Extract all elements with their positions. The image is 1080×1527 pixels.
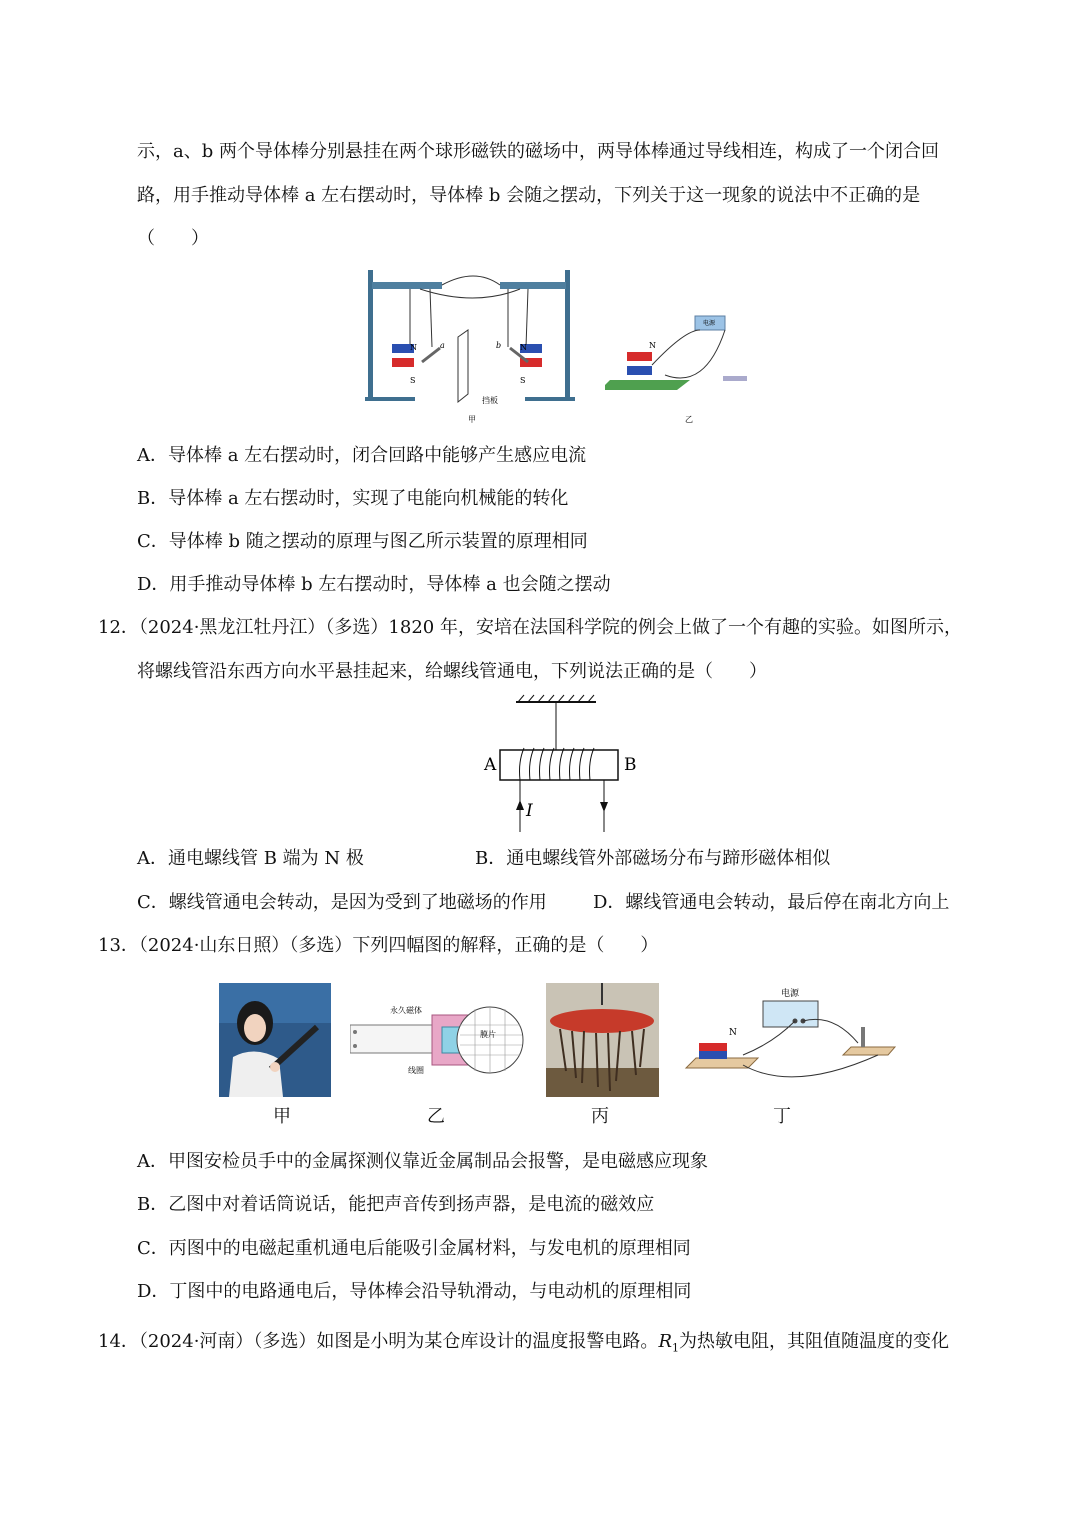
ding-base-left	[686, 1058, 758, 1068]
ding-label-n: N	[729, 1028, 737, 1038]
yi-wire-2	[665, 330, 725, 378]
yi-label-power: 电源	[703, 320, 716, 327]
baffle	[458, 330, 468, 402]
ding-power-box	[763, 1001, 818, 1027]
q11-answer-blank: （ ）	[137, 228, 209, 249]
q14-stem	[98, 1330, 949, 1361]
solenoid-label-a: A	[484, 755, 497, 775]
ding-wire-3	[743, 1055, 878, 1077]
current-label: I	[526, 801, 533, 821]
mic-label-coil: 线圈	[408, 1066, 424, 1075]
current-arrow-up	[516, 800, 524, 810]
label-baffle: 挡板	[482, 396, 498, 405]
q13-option-b: B．乙图中对着话筒说话，能把声音传到扬声器，是电流的磁效应	[137, 1194, 655, 1215]
caption-yi: 乙	[427, 1106, 445, 1127]
current-arrow-down	[600, 802, 608, 812]
label-b: b	[496, 341, 502, 350]
caption-jia: 甲	[468, 415, 476, 424]
solenoid-label-b: B	[624, 755, 637, 775]
label-a: a	[440, 341, 445, 350]
label-s-right: S	[520, 376, 526, 385]
q13-stem: 13．（2024·山东日照）（多选）下列四幅图的解释，正确的是（ ）	[98, 935, 659, 956]
q12-stem-line1: 12．（2024·黑龙江牡丹江）（多选）1820 年，安培在法国科学院的例会上做了一个有趣的实验。如图所示，	[98, 617, 962, 638]
caption-yi: 乙	[685, 415, 693, 424]
q11-figure-jia	[360, 262, 590, 427]
connecting-wire-bottom	[420, 289, 520, 298]
q12-option-b: B．通电螺线管外部磁场分布与蹄形磁体相似	[475, 848, 831, 869]
person-hand	[270, 1062, 280, 1072]
stand-right-arm	[500, 282, 566, 289]
electromagnet-disc	[550, 1009, 654, 1033]
connecting-wire-top	[442, 276, 500, 285]
label-s-left: S	[410, 376, 416, 385]
q11-stem-line2: 路，用手推动导体棒 a 左右摆动时，导体棒 b 会随之摆动，下列关于这一现象的说法中不正确的是	[137, 185, 921, 206]
q13-option-c: C．丙图中的电磁起重机通电后能吸引金属材料，与发电机的原理相同	[137, 1238, 691, 1259]
ding-magnet-blue	[699, 1051, 727, 1059]
q11-option-b: B．导体棒 a 左右摆动时，实现了电能向机械能的转化	[137, 488, 569, 509]
ding-switch	[861, 1027, 865, 1047]
q13-microphone-diagram	[350, 995, 525, 1085]
caption-ding: 丁	[773, 1106, 791, 1127]
rod-a	[422, 348, 440, 362]
q13-circuit-ding	[683, 983, 898, 1097]
yi-magnet-blue	[627, 366, 652, 375]
ding-magnet-red	[699, 1043, 727, 1051]
solenoid-core	[500, 750, 618, 780]
right-rod-wire-2	[526, 289, 528, 347]
q13-photo-bing	[546, 983, 659, 1097]
caption-jia: 甲	[273, 1106, 291, 1127]
q12-option-d: D．螺线管通电会转动，最后停在南北方向上	[593, 892, 950, 913]
photo-ground	[546, 1068, 659, 1097]
left-magnet-red	[392, 358, 414, 367]
q12-stem-line2: 将螺线管沿东西方向水平悬挂起来，给螺线管通电，下列说法正确的是（ ）	[137, 661, 767, 682]
q12-solenoid-figure	[478, 692, 648, 837]
stand-left-arm	[372, 282, 442, 289]
mic-label-magnet: 永久磁体	[390, 1006, 422, 1015]
q13-option-a: A．甲图安检员手中的金属探测仪靠近金属制品会报警，是电磁感应现象	[137, 1151, 708, 1172]
stand-right-pole	[565, 270, 570, 398]
q11-option-d: D．用手推动导体棒 b 左右摆动时，导体棒 a 也会随之摆动	[137, 574, 611, 595]
green-board	[605, 380, 690, 390]
q11-stem-line1: 示，a、b 两个导体棒分别悬挂在两个球形磁铁的磁场中，两导体棒通过导线相连，构成了一个闭合回	[137, 141, 939, 162]
left-rod-wire-2	[430, 289, 432, 347]
label-n-right: N	[520, 343, 527, 352]
q11-figure-yi	[605, 310, 765, 427]
caption-bing: 丙	[591, 1106, 609, 1127]
q13-photo-jia	[219, 983, 331, 1097]
q11-option-a: A．导体棒 a 左右摆动时，闭合回路中能够产生感应电流	[137, 445, 587, 466]
solenoid-coil	[520, 748, 595, 780]
q12-option-c: C．螺线管通电会转动，是因为受到了地磁场的作用	[137, 892, 547, 913]
label-n-left: N	[410, 343, 417, 352]
ceiling-hatch	[518, 695, 594, 702]
ding-base-right	[843, 1047, 895, 1055]
q13-option-d: D．丁图中的电路通电后，导体棒会沿导轨滑动，与电动机的原理相同	[137, 1281, 692, 1302]
q12-option-a: A．通电螺线管 B 端为 N 极	[137, 848, 364, 869]
ding-power-label: 电源	[781, 989, 800, 999]
person-body	[229, 1051, 283, 1097]
yi-switch	[723, 376, 747, 381]
mic-handle	[350, 1025, 435, 1053]
q14-resistor-subscript: 1	[672, 1341, 679, 1355]
q11-option-c: C．导体棒 b 随之摆动的原理与图乙所示装置的原理相同	[137, 531, 588, 552]
q14-resistor-symbol: R	[658, 1331, 672, 1352]
yi-label-n: N	[649, 341, 656, 350]
yi-wire-1	[652, 330, 700, 365]
q14-stem-part1: 14．（2024·河南）（多选）如图是小明为某仓库设计的温度报警电路。	[98, 1331, 659, 1352]
stand-left-pole	[368, 270, 373, 398]
person-face	[244, 1014, 266, 1042]
mic-label-film: 膜片	[480, 1030, 496, 1039]
yi-magnet-red	[627, 352, 652, 361]
q14-stem-part2: 为热敏电阻，其阻值随温度的变化	[679, 1331, 949, 1352]
